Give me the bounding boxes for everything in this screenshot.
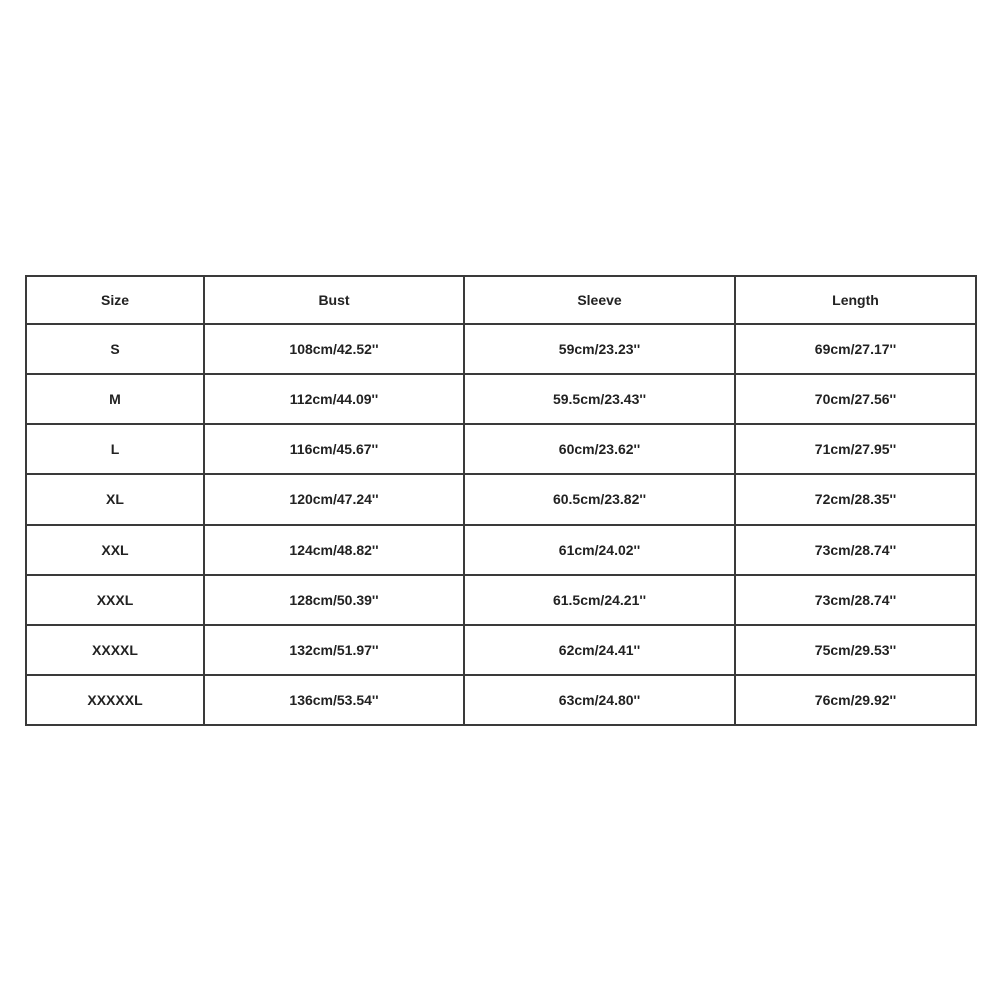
sleeve-cell: 60cm/23.62'' <box>464 424 735 474</box>
bust-cell: 136cm/53.54'' <box>204 675 464 725</box>
header-length: Length <box>735 276 976 324</box>
size-cell: S <box>26 324 204 374</box>
table-body <box>26 324 976 725</box>
bust-cell: 120cm/47.24'' <box>204 474 464 524</box>
length-cell: 73cm/28.74'' <box>735 525 976 575</box>
table-row <box>26 625 976 675</box>
header-sleeve: Sleeve <box>464 276 735 324</box>
size-cell: XXXXL <box>26 625 204 675</box>
size-cell: XXL <box>26 525 204 575</box>
header-size: Size <box>26 276 204 324</box>
table-row <box>26 575 976 625</box>
sleeve-cell: 59.5cm/23.43'' <box>464 374 735 424</box>
bust-cell: 128cm/50.39'' <box>204 575 464 625</box>
table-row <box>26 374 976 424</box>
table-row <box>26 525 976 575</box>
sleeve-cell: 61.5cm/24.21'' <box>464 575 735 625</box>
length-cell: 70cm/27.56'' <box>735 374 976 424</box>
size-cell: XXXXXL <box>26 675 204 725</box>
header-bust: Bust <box>204 276 464 324</box>
bust-cell: 124cm/48.82'' <box>204 525 464 575</box>
bust-cell: 112cm/44.09'' <box>204 374 464 424</box>
length-cell: 72cm/28.35'' <box>735 474 976 524</box>
header-row <box>26 276 976 324</box>
size-chart-table <box>25 275 977 726</box>
bust-cell: 108cm/42.52'' <box>204 324 464 374</box>
sleeve-cell: 59cm/23.23'' <box>464 324 735 374</box>
sleeve-cell: 60.5cm/23.82'' <box>464 474 735 524</box>
table-row <box>26 474 976 524</box>
size-cell: XL <box>26 474 204 524</box>
sleeve-cell: 63cm/24.80'' <box>464 675 735 725</box>
length-cell: 71cm/27.95'' <box>735 424 976 474</box>
sleeve-cell: 61cm/24.02'' <box>464 525 735 575</box>
bust-cell: 132cm/51.97'' <box>204 625 464 675</box>
size-cell: L <box>26 424 204 474</box>
length-cell: 69cm/27.17'' <box>735 324 976 374</box>
table-row <box>26 324 976 374</box>
bust-cell: 116cm/45.67'' <box>204 424 464 474</box>
size-cell: XXXL <box>26 575 204 625</box>
length-cell: 75cm/29.53'' <box>735 625 976 675</box>
length-cell: 73cm/28.74'' <box>735 575 976 625</box>
sleeve-cell: 62cm/24.41'' <box>464 625 735 675</box>
length-cell: 76cm/29.92'' <box>735 675 976 725</box>
size-cell: M <box>26 374 204 424</box>
table-row <box>26 424 976 474</box>
table-header <box>26 276 976 324</box>
table-row <box>26 675 976 725</box>
